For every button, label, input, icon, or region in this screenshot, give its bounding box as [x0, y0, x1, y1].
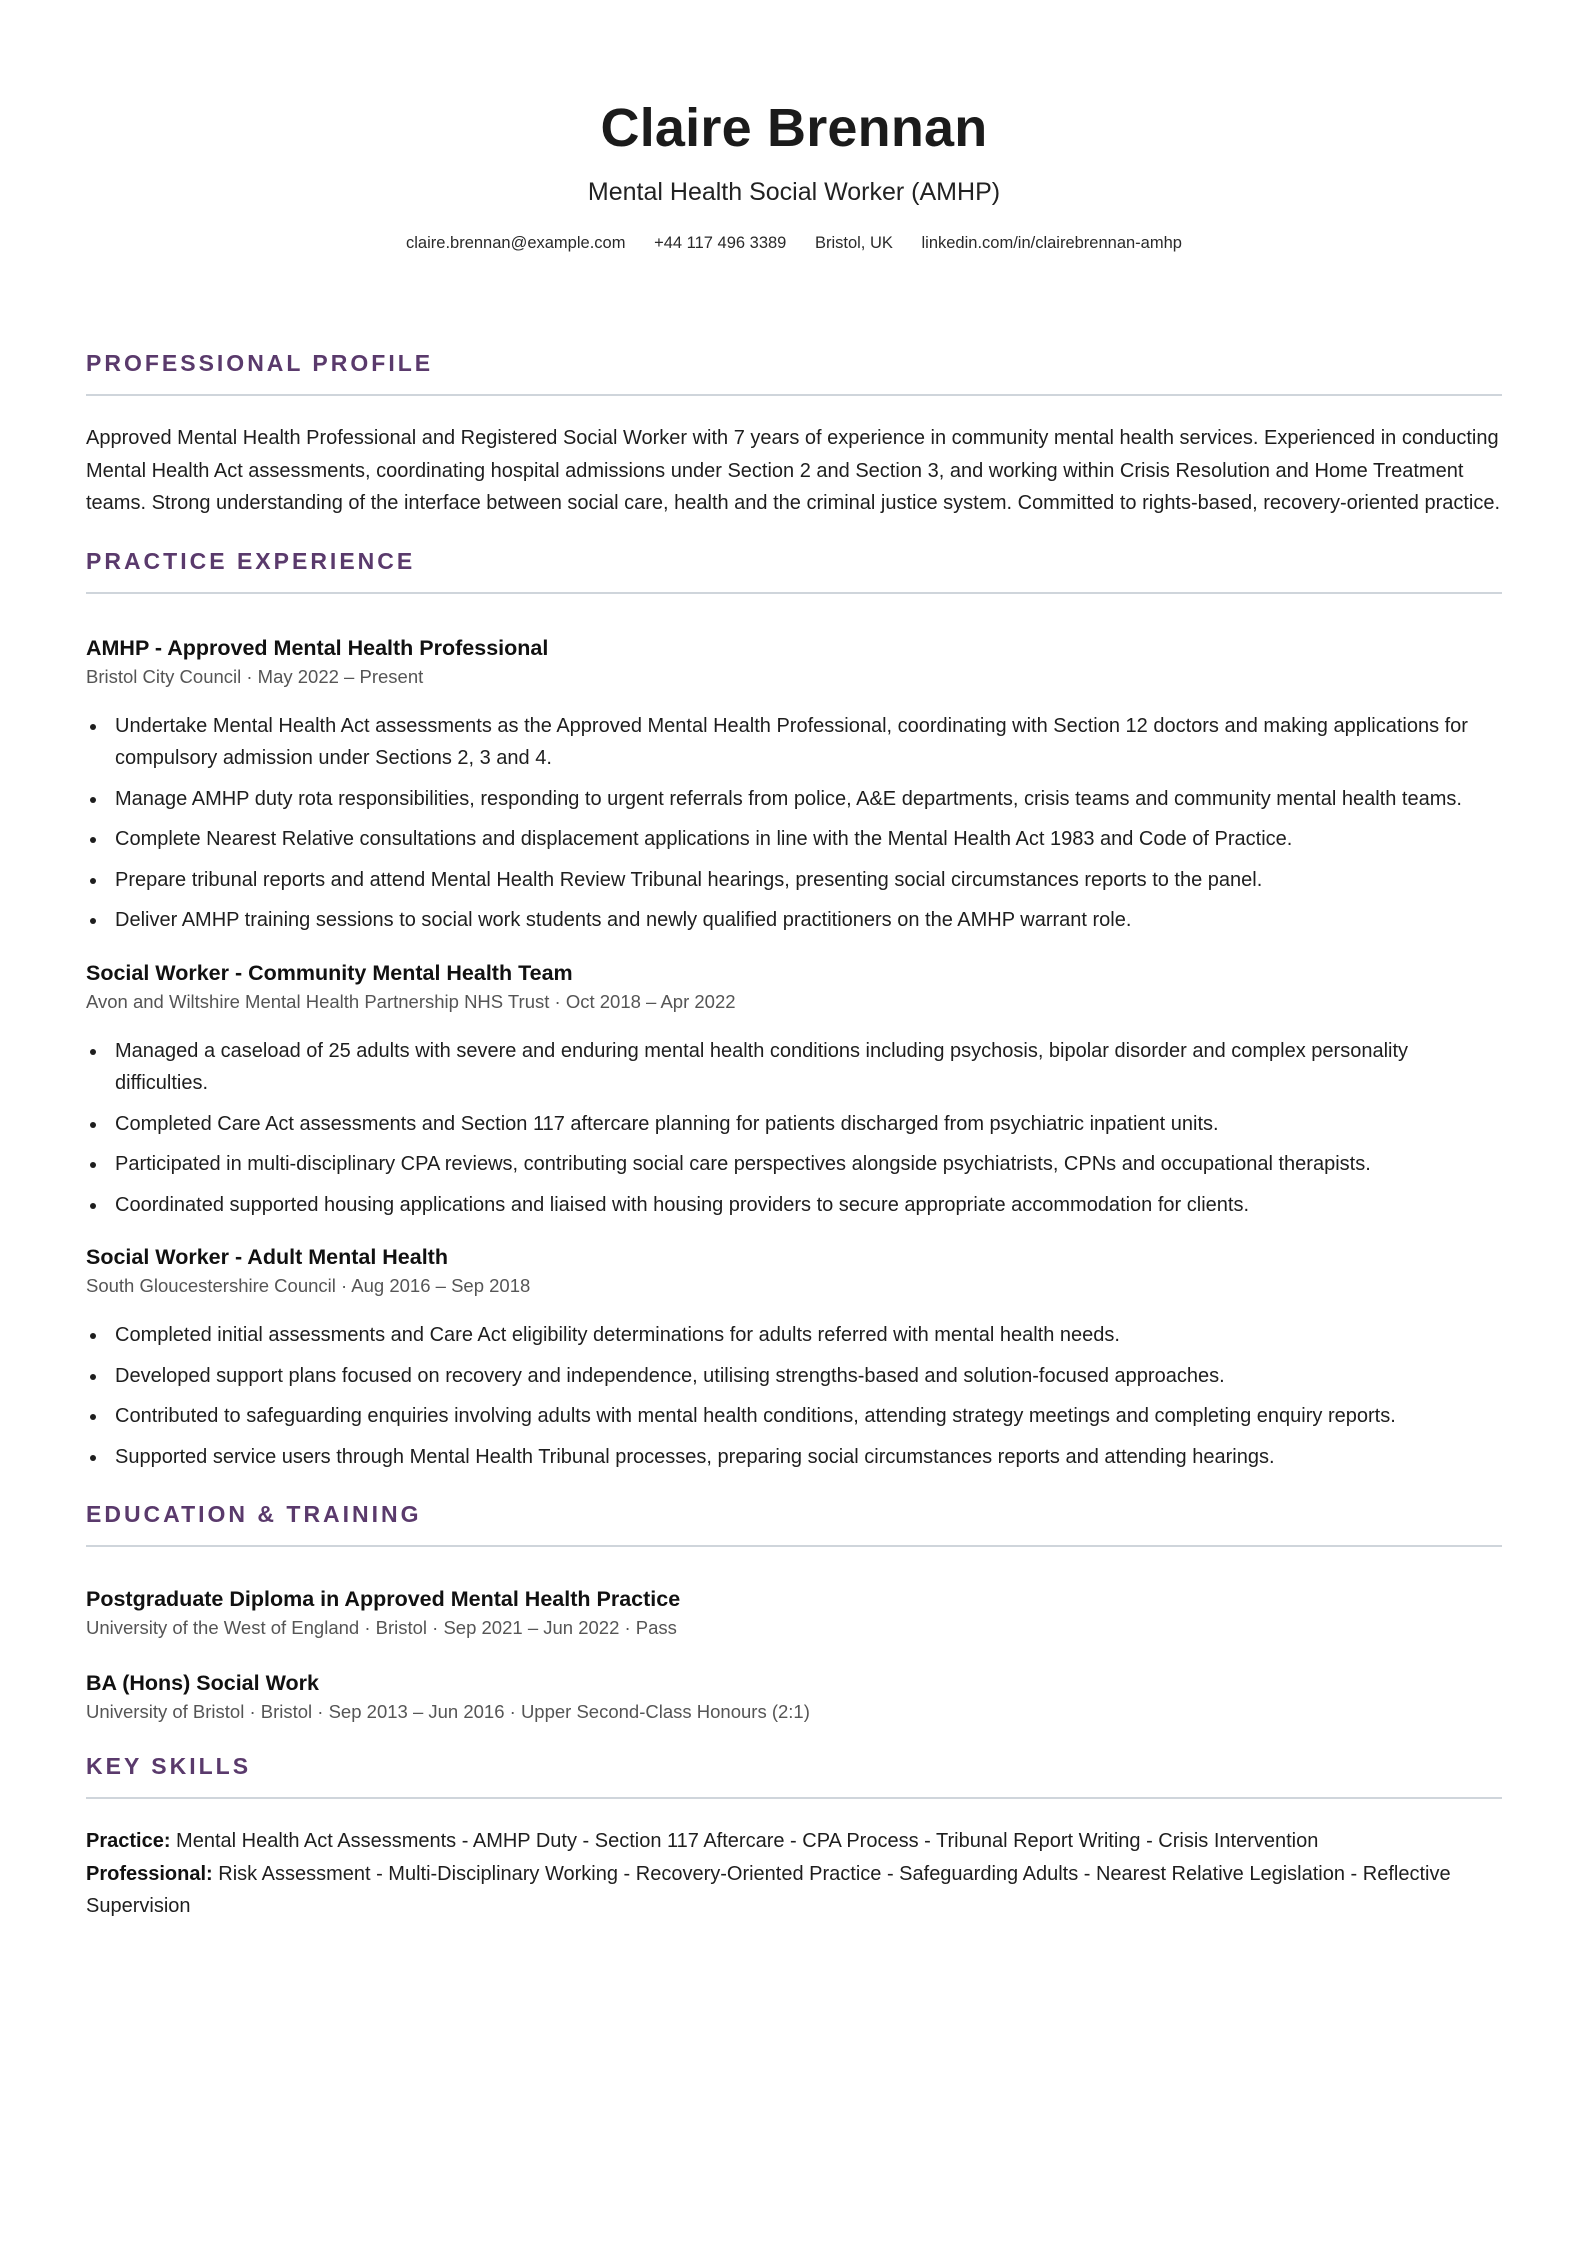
section-divider: [86, 592, 1502, 594]
bullet-item: Complete Nearest Relative consultations and displacement applications in line with the Mental Health Act 1983 and Code of Practice.: [86, 823, 1502, 856]
job-meta: Bristol City Council · May 2022 – Present: [86, 665, 424, 687]
bullet-item: Completed initial assessments and Care Act eligibility determinations for adults referred with mental health needs.: [86, 1319, 1502, 1352]
job-title: AMHP - Approved Mental Health Professional: [86, 635, 549, 660]
contact-email[interactable]: claire.brennan@example.com: [406, 234, 626, 252]
skills-professional-line: [86, 1858, 1502, 1923]
job-entry: [86, 634, 1502, 937]
bullet-item: Contributed to safeguarding enquiries involving adults with mental health conditions, attending strategy meetings and completing enquiry reports.: [86, 1400, 1502, 1433]
section-divider: [86, 1545, 1502, 1547]
bullet-item: Participated in multi-disciplinary CPA reviews, contributing social care perspectives alongside psychiatrists, CPNs and occupational therapists.: [86, 1148, 1502, 1181]
skills-practice-label: Practice:: [86, 1830, 171, 1852]
skills-professional-text: Risk Assessment - Multi-Disciplinary Working - Recovery-Oriented Practice - Safeguarding Adults - Nearest Relative Legislation - Reflective Supervision: [86, 1862, 1451, 1917]
candidate-name: Claire Brennan: [600, 98, 988, 158]
skills-section: [86, 1751, 1502, 1923]
job-bullets: [86, 1319, 1502, 1473]
job-meta: Avon and Wiltshire Mental Health Partnership NHS Trust · Oct 2018 – Apr 2022: [86, 990, 736, 1012]
contact-line: [86, 232, 1502, 254]
section-divider: [86, 394, 1502, 396]
resume-header: [86, 94, 1502, 254]
profile-summary: Approved Mental Health Professional and Registered Social Worker with 7 years of experience in community mental health services. Experienced in conducting Mental Health Act assessments, coordinating hospital admissions under Section 2 and Section 3, and working within Crisis Resolution and Home Treatment teams. Strong understanding of the interface between social care, health and the criminal justice system. Committed to rights-based, recovery-oriented practice.: [86, 427, 1501, 514]
section-heading-profile: PROFESSIONAL PROFILE: [86, 350, 434, 376]
bullet-item: Managed a caseload of 25 adults with severe and enduring mental health conditions including psychosis, bipolar disorder and complex personality difficulties.: [86, 1035, 1502, 1100]
skills-professional-label: Professional:: [86, 1862, 213, 1885]
education-section: [86, 1499, 1502, 1725]
education-title: Postgraduate Diploma in Approved Mental Health Practice: [86, 1587, 681, 1611]
contact-linkedin[interactable]: linkedin.com/in/clairebrennan-amhp: [921, 234, 1182, 252]
bullet-item: Deliver AMHP training sessions to social work students and newly qualified practitioners on the AMHP warrant role.: [86, 904, 1502, 937]
experience-section: [86, 546, 1502, 1474]
bullet-item: Completed Care Act assessments and Section 117 aftercare planning for patients discharged from psychiatric inpatient units.: [86, 1108, 1502, 1141]
skills-practice-text: Mental Health Act Assessments - AMHP Duty - Section 117 Aftercare - CPA Process - Tribunal Report Writing - Crisis Intervention: [170, 1830, 1319, 1852]
contact-phone[interactable]: +44 117 496 3389: [654, 234, 787, 252]
job-title: Social Worker - Community Mental Health Team: [86, 960, 573, 985]
education-title: BA (Hons) Social Work: [86, 1671, 319, 1695]
bullet-item: Manage AMHP duty rota responsibilities, responding to urgent referrals from police, A&E departments, crisis teams and community mental health teams.: [86, 783, 1502, 816]
skills-practice-line: [86, 1825, 1502, 1858]
bullet-item: Developed support plans focused on recovery and independence, utilising strengths-based and solution-focused approaches.: [86, 1360, 1502, 1393]
section-divider: [86, 1797, 1502, 1799]
candidate-title: Mental Health Social Worker (AMHP): [587, 178, 1001, 206]
section-heading-experience: PRACTICE EXPERIENCE: [86, 547, 416, 574]
bullet-item: Prepare tribunal reports and attend Mental Health Review Tribunal hearings, presenting social circumstances reports to the panel.: [86, 864, 1502, 897]
education-meta: University of Bristol · Bristol · Sep 2013 – Jun 2016 · Upper Second-Class Honours (2:1): [86, 1701, 810, 1722]
job-title: Social Worker - Adult Mental Health: [86, 1245, 448, 1269]
job-bullets: [86, 1035, 1502, 1222]
job-entry: [86, 1243, 1502, 1473]
profile-section: [86, 348, 1502, 520]
section-heading-education: EDUCATION & TRAINING: [86, 1501, 422, 1527]
education-entry: [86, 1585, 1502, 1641]
education-entry: [86, 1669, 1502, 1725]
bullet-item: Undertake Mental Health Act assessments as the Approved Mental Health Professional, coordinating with Section 12 doctors and making applications for compulsory admission under Sections 2, 3 and 4.: [86, 710, 1502, 775]
education-meta: University of the West of England · Bristol · Sep 2021 – Jun 2022 · Pass: [86, 1617, 677, 1638]
job-entry: [86, 959, 1502, 1222]
job-bullets: [86, 710, 1502, 937]
section-heading-skills: KEY SKILLS: [86, 1753, 252, 1779]
contact-location: Bristol, UK: [814, 234, 893, 252]
skills-list: [86, 1825, 1502, 1923]
job-meta: South Gloucestershire Council · Aug 2016 – Sep 2018: [86, 1275, 531, 1296]
bullet-item: Supported service users through Mental Health Tribunal processes, preparing social circumstances reports and attending hearings.: [86, 1441, 1502, 1474]
bullet-item: Coordinated supported housing applications and liaised with housing providers to secure appropriate accommodation for clients.: [86, 1189, 1502, 1222]
